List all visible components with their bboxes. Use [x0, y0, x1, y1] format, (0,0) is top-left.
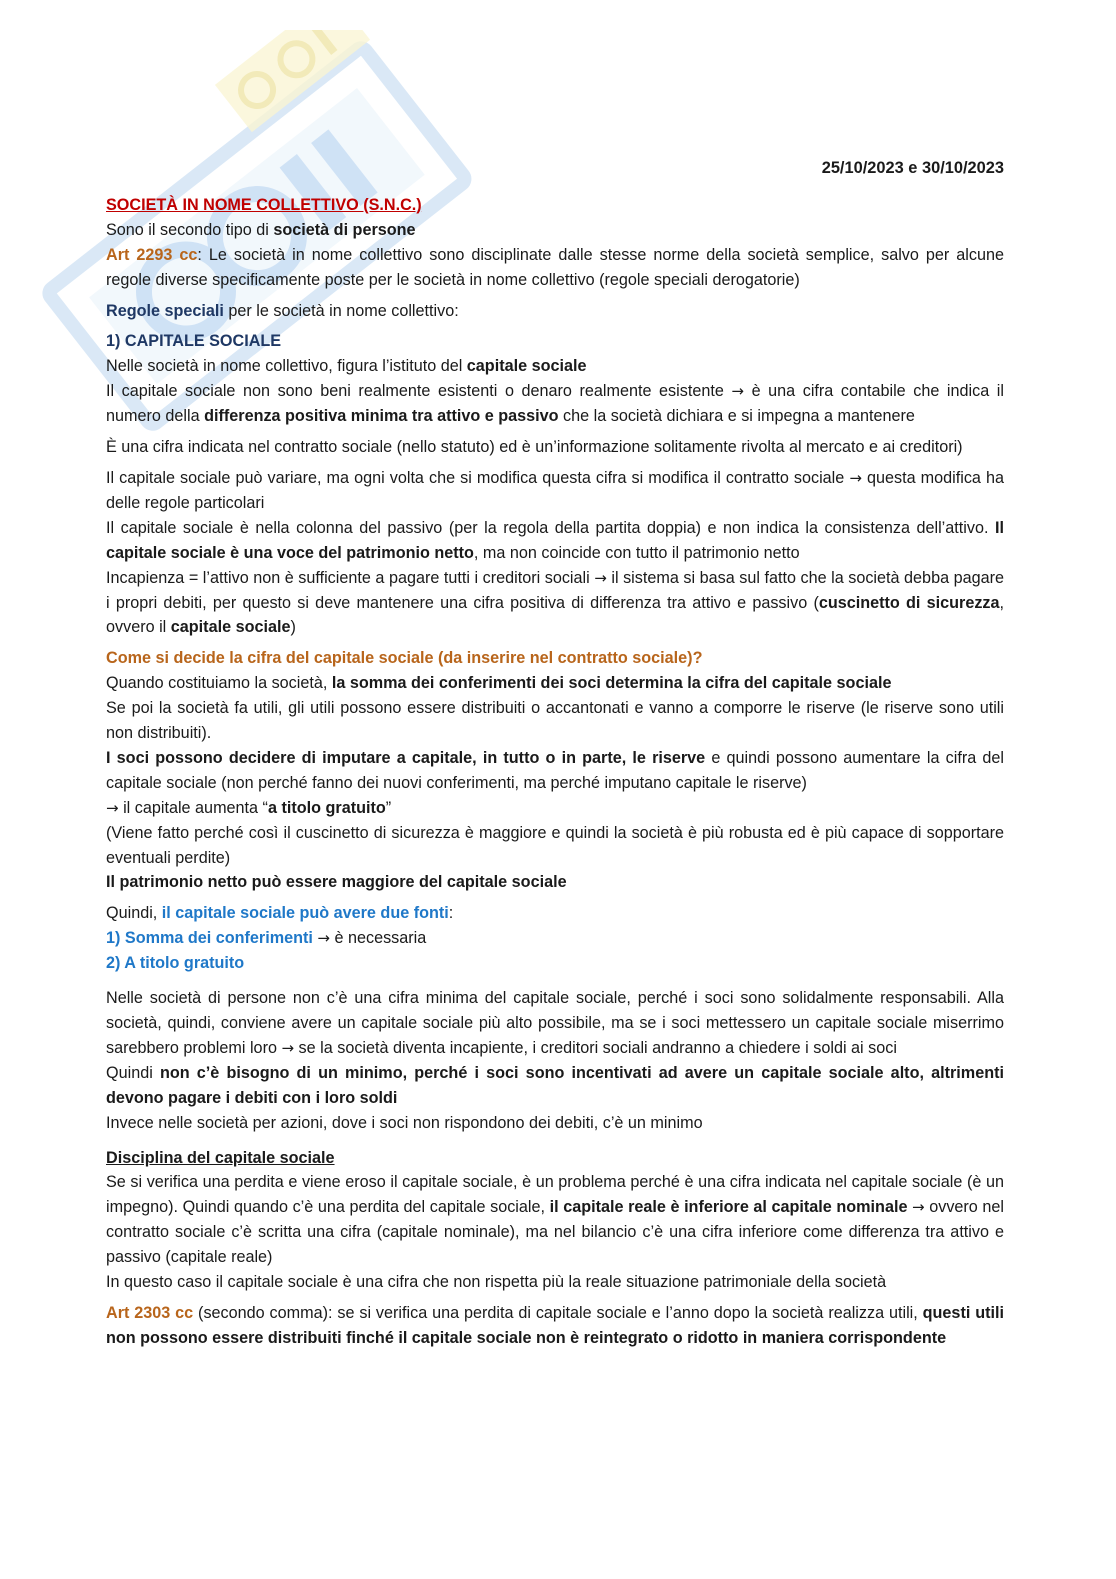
arrow-right-icon: → — [912, 1198, 925, 1217]
section-heading-capitale: 1) CAPITALE SOCIALE — [106, 332, 282, 351]
utili-paragraph: Se poi la società fa utili, gli utili possono essere distribuiti o accantonati e vanno a comporre le riserve (le riserve sono utili non distribuiti). — [106, 699, 1004, 743]
disciplina-heading: Disciplina del capitale sociale — [106, 1148, 335, 1167]
azioni-paragraph: Invece nelle società per azioni, dove i soci non rispondono dei debiti, c’è un minimo — [106, 1113, 703, 1132]
cifra-contabile-paragraph: Il capitale sociale non sono beni realmente esistenti o denaro realmente esistente → è una cifra contabile che indica il numero della differenza positiva minima tra attivo e passivo che la società dichiara e si impegna a mantenere — [106, 382, 1004, 426]
question-heading: Come si decide la cifra del capitale sociale (da inserire nel contratto sociale)? — [106, 649, 703, 668]
costituiamo-paragraph: Quando costituiamo la società, la somma dei conferimenti dei soci determina la cifra del capitale sociale — [106, 674, 892, 693]
viene-paragraph: (Viene fatto perché così il cuscinetto di sicurezza è maggiore e quindi la società è più robusta ed è più capace di sopportare eventuali perdite) — [106, 823, 1004, 867]
article-ref: Art 2303 cc — [106, 1303, 194, 1322]
document-title — [106, 193, 1004, 218]
arrow-right-icon: → — [106, 798, 119, 817]
arrow-right-icon: → — [594, 568, 607, 587]
fonte-2-item: 2) A titolo gratuito — [106, 954, 245, 973]
arrow-right-icon: → — [317, 929, 330, 948]
arrow-right-icon: → — [849, 468, 862, 487]
bisogno-paragraph: Quindi non c’è bisogno di un minimo, perché i soci sono incentivati ad avere un capitale sociale alto, altrimenti devono pagare i debiti con i loro soldi — [106, 1063, 1004, 1107]
title-text: SOCIETÀ IN NOME COLLETTIVO (S.N.C.) — [106, 195, 422, 214]
article-ref: Art 2293 cc — [106, 245, 198, 264]
art-2293-paragraph: Art 2293 cc: Le società in nome collettivo sono disciplinate dalle stesse norme della società semplice, salvo per alcune regole diverse specificamente poste per le società in nome collettivo (regole speciali derogatorie) — [106, 245, 1004, 289]
arrow-right-icon: → — [731, 382, 744, 401]
lecture-date: 25/10/2023 e 30/10/2023 — [821, 159, 1004, 177]
regole-speciali-paragraph: Regole speciali per le società in nome collettivo: — [106, 301, 459, 320]
istituto-paragraph: Nelle società in nome collettivo, figura l’istituto del capitale sociale — [106, 357, 587, 376]
passivo-paragraph: Il capitale sociale è nella colonna del passivo (per la regola della partita doppia) e non indica la consistenza dell’attivo. Il capitale sociale è una voce del patrimonio netto, ma non coincide con tutto il patrimonio netto — [106, 518, 1004, 562]
patrimonio-paragraph: Il patrimonio netto può essere maggiore del capitale sociale — [106, 873, 567, 892]
statuto-paragraph: È una cifra indicata nel contratto sociale (nello statuto) ed è un’informazione solitamente rivolta al mercato e ai creditori) — [106, 438, 963, 457]
art-2303-paragraph: Art 2303 cc (secondo comma): se si verifica una perdita di capitale sociale e l’anno dopo la società realizza utili, questi utili non possono essere distribuiti finché il capitale sociale non è reintegrato o ridotto in maniera corrispondente — [106, 1303, 1004, 1347]
fonte-1-item: 1) Somma dei conferimenti → è necessaria — [106, 929, 427, 948]
quindi-fonti-paragraph: Quindi, il capitale sociale può avere due fonti: — [106, 904, 454, 923]
caso-paragraph: In questo caso il capitale sociale è una cifra che non rispetta più la reale situazione patrimoniale della società — [106, 1273, 887, 1292]
document-page — [106, 156, 1004, 1351]
variare-paragraph: Il capitale sociale può variare, ma ogni volta che si modifica questa cifra si modifica il contratto sociale → questa modifica ha delle regole particolari — [106, 468, 1004, 512]
minima-paragraph: Nelle società di persone non c’è una cifra minima del capitale sociale, perché i soci sono solidalmente responsabili. Alla società, quindi, conviene avere un capitale sociale più alto possibile, ma se i soci mettessero un capitale sociale miserrimo sarebbero problemi loro → se la società diventa incapiente, i creditori sociali andranno a chiedere i soldi ai soci — [106, 989, 1004, 1057]
intro-paragraph: Sono il secondo tipo di società di persone — [106, 220, 416, 239]
arrow-right-icon: → — [281, 1038, 295, 1057]
perdita-paragraph: Se si verifica una perdita e viene eroso il capitale sociale, è un problema perché è una cifra indicata nel capitale sociale (è un impegno). Quindi quando c’è una perdita del capitale sociale, il capitale reale è inferiore al capitale nominale → ovvero nel contratto sociale c’è scritta una cifra (capitale nominale), ma nel bilancio c’è una cifra inferiore come differenza tra attivo e passivo (capitale reale) — [106, 1173, 1004, 1267]
incapienza-paragraph: Incapienza = l’attivo non è sufficiente a pagare tutti i creditori sociali → il sistema si basa sul fatto che la società debba pagare i propri debiti, per questo si deve mantenere una cifra positiva di differenza tra attivo e passivo (cuscinetto di sicurezza, ovvero il capitale sociale) — [106, 568, 1005, 637]
imputare-paragraph: I soci possono decidere di imputare a capitale, in tutto o in parte, le riserve e quindi possono aumentare la cifra del capitale sociale (non perché fanno dei nuovi conferimenti, ma perché imputano capitale le riserve) — [106, 748, 1004, 792]
gratuito-paragraph: → il capitale aumenta “a titolo gratuito” — [106, 798, 392, 817]
